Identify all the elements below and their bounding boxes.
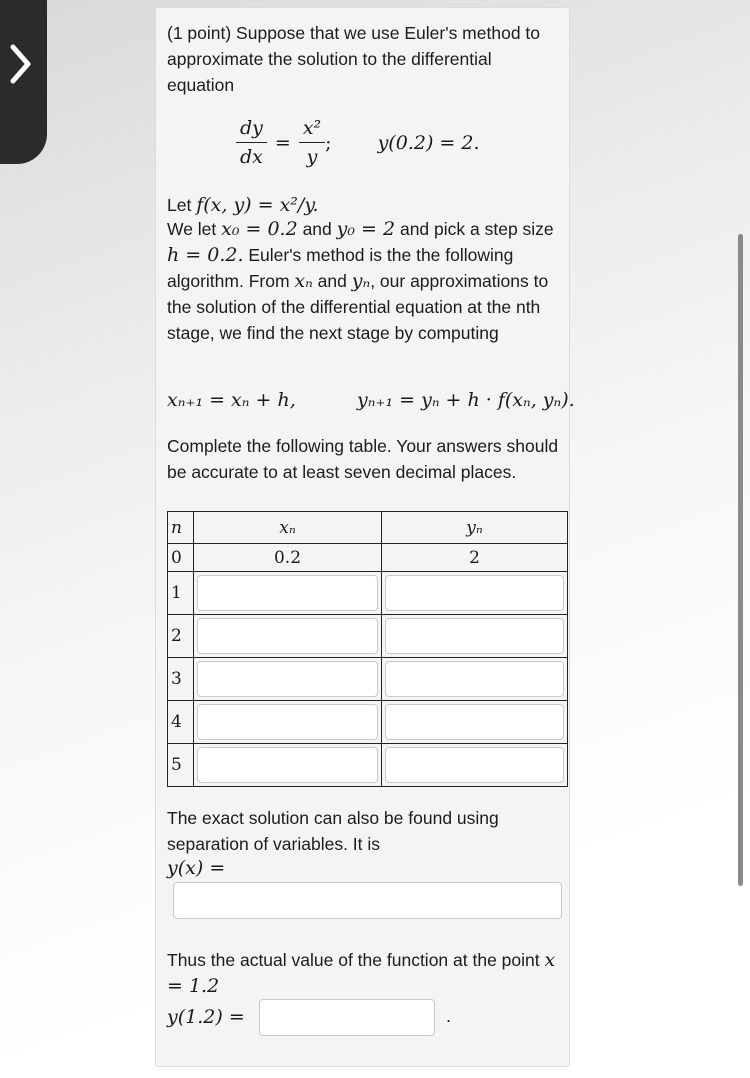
row5-x-cell (194, 744, 382, 787)
x5-input[interactable] (197, 747, 378, 783)
let-f-line (167, 192, 562, 218)
rhs-denominator: y (306, 146, 318, 168)
final-text (167, 947, 562, 999)
table-row (168, 744, 568, 787)
formula-x: xₙ₊₁ = xₙ + h, (167, 389, 296, 411)
row4-x-cell (194, 701, 382, 744)
table-row (168, 615, 568, 658)
row4-n: 4 (168, 701, 194, 744)
differential-equation (236, 114, 479, 171)
row1-x-cell (194, 572, 382, 615)
table-row (168, 572, 568, 615)
y0-value: y₀ = 2 (336, 218, 396, 240)
row3-x-cell (194, 658, 382, 701)
complete-instructions: Complete the following table. Your answers should be accurate to at least seven decimal places. (167, 436, 559, 482)
table-row (168, 544, 568, 572)
row0-y: 2 (382, 544, 568, 572)
h-value: h = 0.2. (167, 244, 244, 266)
final-value-input[interactable] (259, 999, 435, 1036)
row3-n: 3 (168, 658, 194, 701)
equals-sign: = (274, 131, 291, 154)
exact-solution-label: y(x) = (167, 857, 226, 879)
row1-y-cell (382, 572, 568, 615)
row0-x: 0.2 (194, 544, 382, 572)
header-xn: xₙ (194, 512, 382, 544)
algo-text: Euler's method is the the following algorithm. From (167, 245, 514, 291)
x4-input[interactable] (197, 704, 378, 740)
rhs-fraction (299, 114, 325, 171)
lhs-fraction (236, 114, 267, 171)
y3-input[interactable] (385, 661, 564, 697)
table-row (168, 701, 568, 744)
let-prefix: Let (167, 195, 197, 215)
algo-rest-text: , our approximations to the solution of the differential equation at the nth stage, we find the next stage by computing (167, 271, 549, 343)
yn-symbol: yₙ (351, 270, 371, 292)
we-let-text: We let (167, 219, 222, 239)
header-yn: yₙ (382, 512, 568, 544)
y4-input[interactable] (385, 704, 564, 740)
row2-y-cell (382, 615, 568, 658)
lhs-numerator: dy (236, 114, 267, 143)
final-period: . (446, 1006, 452, 1026)
exact-solution-text: The exact solution can also be found using separation of variables. It is (167, 808, 499, 854)
x1-input[interactable] (197, 575, 378, 611)
row0-n: 0 (168, 544, 194, 572)
x0-value: x₀ = 0.2 (221, 218, 298, 240)
table-header-row (168, 512, 568, 544)
rhs-numerator: x² (299, 114, 325, 143)
initial-condition: y(0.2) = 2. (377, 131, 480, 154)
problem-intro: (1 point) Suppose that we use Euler's method to approximate the solution to the differential equation (167, 23, 541, 95)
xn-symbol: xₙ (294, 270, 313, 292)
row5-y-cell (382, 744, 568, 787)
f-definition: f(x, y) = x²/y. (196, 194, 319, 216)
lhs-denominator: dx (240, 146, 263, 168)
pick-step-text: and pick a step size (395, 219, 554, 239)
exact-solution-input[interactable] (173, 882, 562, 919)
point-value: x = 1.2 (167, 949, 556, 997)
y1-input[interactable] (385, 575, 564, 611)
row2-x-cell (194, 615, 382, 658)
row4-y-cell (382, 701, 568, 744)
euler-table (167, 511, 568, 787)
chevron-right-icon (8, 42, 34, 86)
row3-y-cell (382, 658, 568, 701)
formula-y: yₙ₊₁ = yₙ + h · f(xₙ, yₙ). (357, 389, 575, 411)
final-prefix: Thus the actual value of the function at the point (167, 950, 545, 970)
y5-input[interactable] (385, 747, 564, 783)
table-row (168, 658, 568, 701)
y2-input[interactable] (385, 618, 564, 654)
and2-text: and (312, 271, 352, 291)
semicolon: ; (325, 131, 332, 154)
algorithm-description (167, 216, 562, 346)
x3-input[interactable] (197, 661, 378, 697)
row5-n: 5 (168, 744, 194, 787)
and-text: and (297, 219, 337, 239)
row1-n: 1 (168, 572, 194, 615)
x2-input[interactable] (197, 618, 378, 654)
header-n: n (168, 512, 194, 544)
final-label: y(1.2) = (167, 1006, 245, 1028)
scrollbar[interactable] (738, 234, 743, 886)
row2-n: 2 (168, 615, 194, 658)
back-tab-button[interactable] (0, 0, 47, 164)
